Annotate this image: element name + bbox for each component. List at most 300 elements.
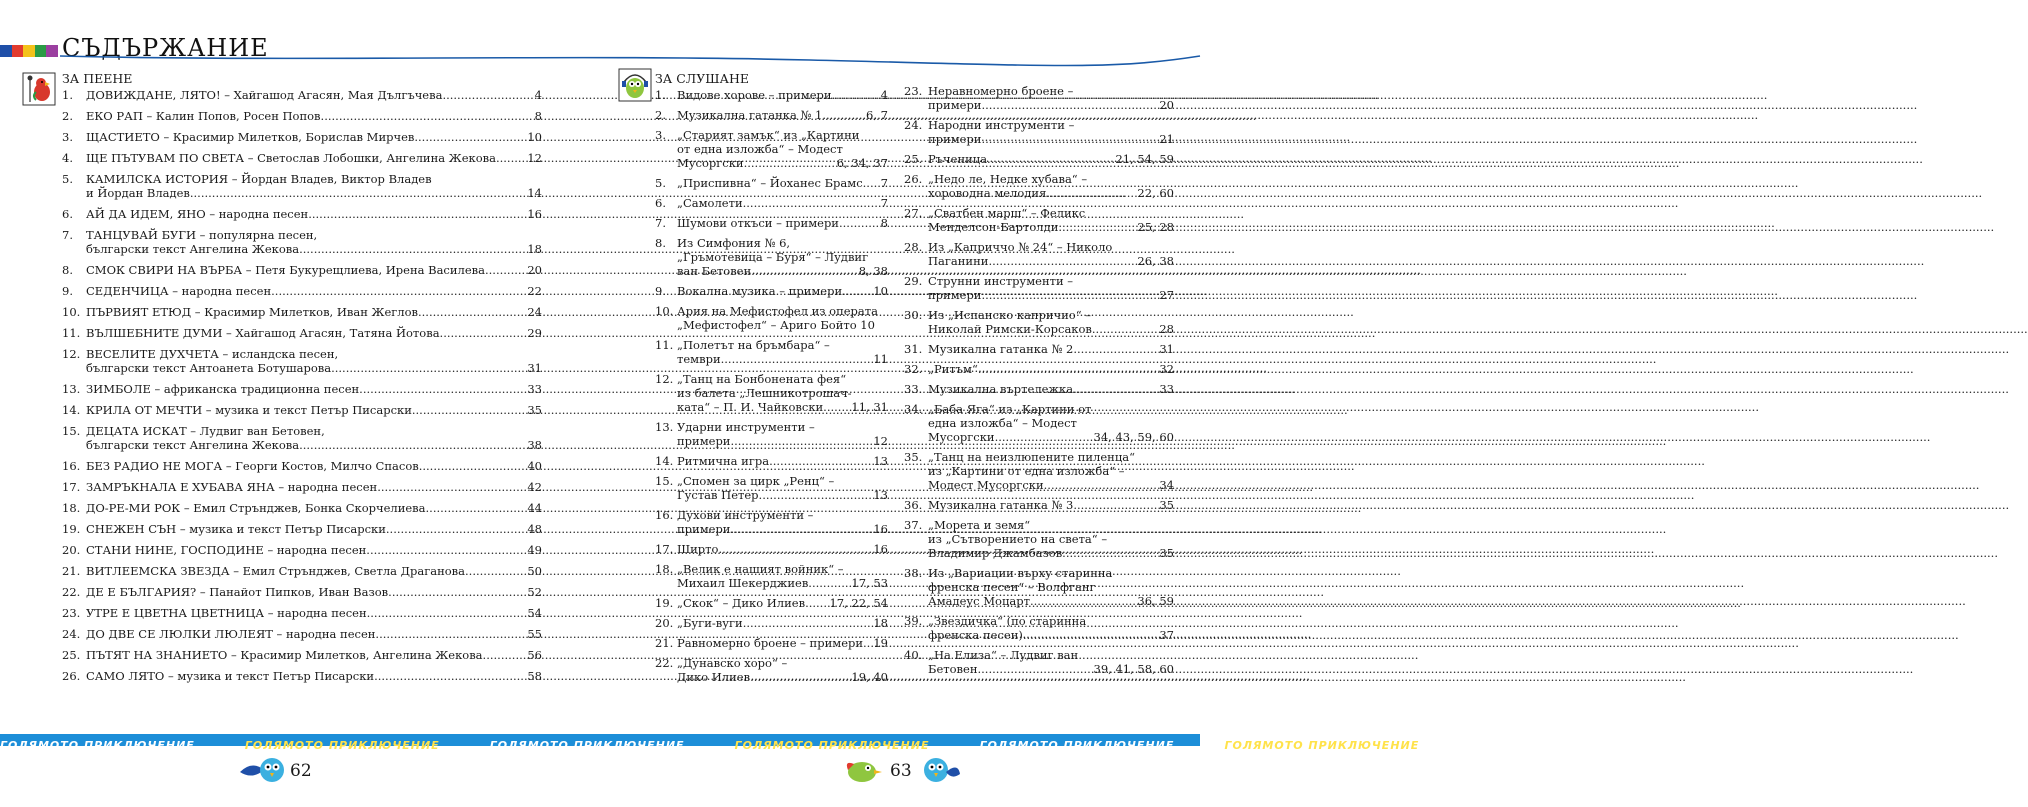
toc-entry-text: „Звездичка“ (по старинна: [928, 614, 1087, 628]
listening-list-part-2: [904, 84, 1174, 676]
banner-text: ГОЛЯМОТО ПРИКЛЮЧЕНИЕ: [734, 739, 930, 752]
toc-entry: [655, 284, 888, 298]
toc-entry-number: 32.: [904, 362, 923, 376]
toc-entry-text: из „Картини от една изложба“ –: [928, 464, 1125, 478]
toc-entry-body: [677, 284, 888, 298]
toc-entry-text: примери: [928, 98, 982, 112]
toc-entry-text: ВЕСЕЛИТЕ ДУХЧЕТА – исландска песен,: [86, 347, 339, 361]
dot-leader: [1023, 628, 1159, 642]
toc-entry-text: „Мефистофел“ – Ариго Бойто 10: [677, 318, 875, 332]
toc-entry-body: [86, 585, 542, 599]
banner-text: ГОЛЯМОТО ПРИКЛЮЧЕНИЕ: [1224, 739, 1420, 752]
dot-leader: [759, 488, 873, 502]
toc-entry-text: из балета „Лешникотрошач-: [677, 386, 852, 400]
toc-entry-page: 55: [527, 627, 542, 641]
toc-entry-page: 44: [527, 501, 542, 515]
toc-entry-body: [86, 606, 542, 620]
toc-entry: [62, 382, 542, 396]
toc-entry-number: 16.: [655, 508, 674, 522]
toc-entry-page: 13: [873, 454, 888, 468]
toc-entry-page: 31: [1159, 342, 1174, 356]
toc-entry: [62, 151, 542, 165]
toc-entry-number: 23.: [62, 606, 81, 620]
toc-entry-number: 4.: [62, 151, 73, 165]
toc-entry-page: 28: [1159, 322, 1174, 336]
toc-entry-number: 20.: [62, 543, 81, 557]
toc-entry-text: „Дунавско хоро“ –: [677, 656, 788, 670]
dot-leader: [414, 130, 526, 144]
toc-entry: [655, 420, 888, 448]
toc-entry: [62, 228, 542, 256]
dot-leader: [465, 564, 526, 578]
adventure-banner-strip: [0, 734, 1420, 752]
toc-entry-body: [928, 450, 1174, 492]
toc-entry-page: 29: [527, 326, 542, 340]
dot-leader: [483, 648, 527, 662]
listening-contents-column-1: [655, 72, 888, 690]
toc-entry-number: 11.: [655, 338, 674, 352]
dot-leader: [366, 543, 526, 557]
bird-mascot-blue-icon: [918, 752, 962, 788]
toc-entry-body: [677, 636, 888, 650]
toc-entry-number: 1.: [62, 88, 73, 102]
toc-entry-text: Мусоргски: [928, 430, 995, 444]
toc-entry-text: Музикална гатанка № 3: [928, 498, 1074, 512]
toc-entry-page: 22, 60: [1137, 186, 1174, 200]
toc-entry: [62, 522, 542, 536]
toc-entry-text: хороводна мелодия: [928, 186, 1047, 200]
toc-entry-text: СТАНИ НИНЕ, ГОСПОДИНЕ – народна песен: [86, 543, 367, 557]
toc-entry: [904, 498, 1174, 512]
toc-entry-number: 14.: [62, 403, 81, 417]
toc-entry: [62, 480, 542, 494]
toc-entry: [62, 627, 542, 641]
dot-leader: [978, 362, 1158, 376]
dot-leader: [995, 430, 1093, 444]
dot-leader: [374, 669, 526, 683]
toc-entry-page: 11, 31: [851, 400, 888, 414]
toc-entry-page: 34, 43, 59, 60: [1093, 430, 1174, 444]
dot-leader: [426, 501, 527, 515]
toc-entry-number: 13.: [62, 382, 81, 396]
toc-entry-text: Николай Римски-Корсаков: [928, 322, 1092, 336]
toc-entry: [62, 207, 542, 221]
toc-entry-page: 10: [873, 284, 888, 298]
toc-entry: [62, 130, 542, 144]
toc-entry-body: [86, 480, 542, 494]
toc-entry-body: [677, 508, 888, 536]
toc-entry-body: [86, 228, 542, 256]
toc-entry-text: СЕДЕНЧИЦА – народна песен: [86, 284, 272, 298]
toc-entry-number: 5.: [62, 172, 73, 186]
toc-entry: [655, 196, 888, 210]
toc-entry-page: 20: [527, 263, 542, 277]
toc-entry-page: 42: [527, 480, 542, 494]
toc-entry-page: 36, 59: [1137, 594, 1174, 608]
dot-leader: [805, 596, 828, 610]
toc-entry-body: [928, 240, 1174, 268]
toc-entry-text: „Баба Яга“ из „Картини от: [928, 402, 1092, 416]
toc-entry-body: [677, 236, 888, 278]
toc-entry-number: 33.: [904, 382, 923, 396]
dot-leader: [359, 382, 526, 396]
singing-contents-column: [62, 72, 542, 690]
toc-entry-page: 26, 38: [1137, 254, 1174, 268]
toc-entry-text: примери: [677, 522, 731, 536]
bird-mascot-left-icon: [238, 752, 290, 788]
toc-entry-body: [928, 518, 1174, 560]
toc-entry-text: „Танц на неизлюпените пиленца“: [928, 450, 1135, 464]
toc-entry-text: „Сватбен марш“ – Феликс: [928, 206, 1086, 220]
toc-entry-page: 25, 28: [1137, 220, 1174, 234]
dot-leader: [271, 284, 526, 298]
toc-entry-number: 20.: [655, 616, 674, 630]
banner-text: ГОЛЯМОТО ПРИКЛЮЧЕНИЕ: [489, 739, 685, 752]
toc-entry-text: френска песен“ – Волфганг: [928, 580, 1096, 594]
toc-entry-text: ЗАМРЪКНАЛА Е ХУБАВА ЯНА – народна песен: [86, 480, 378, 494]
toc-entry: [904, 566, 1174, 608]
toc-entry: [655, 616, 888, 630]
toc-entry-body: [928, 172, 1174, 200]
toc-entry-page: 13: [873, 488, 888, 502]
toc-entry: [655, 596, 888, 610]
toc-entry-text: една изложба“ – Модест: [928, 416, 1077, 430]
toc-entry-text: Бетовен: [928, 662, 978, 676]
dot-leader: [981, 132, 1158, 146]
toc-entry: [655, 474, 888, 502]
toc-entry: [655, 128, 888, 170]
toc-entry-body: [677, 128, 888, 170]
toc-entry-page: 16: [873, 542, 888, 556]
dot-leader: [321, 109, 534, 123]
toc-entry-number: 39.: [904, 614, 923, 628]
toc-entry-body: [86, 151, 542, 165]
toc-entry-text: български текст Ангелина Жекова: [86, 242, 300, 256]
toc-entry-text: примери: [928, 288, 982, 302]
toc-entry-number: 9.: [655, 284, 666, 298]
toc-entry-body: [677, 562, 888, 590]
toc-entry-body: [86, 382, 542, 396]
toc-entry-text: САМО ЛЯТО – музика и текст Петър Писарски: [86, 669, 375, 683]
toc-entry-text: Дико Илиев: [677, 670, 751, 684]
toc-entry: [904, 84, 1174, 112]
toc-entry-number: 40.: [904, 648, 923, 662]
dot-leader: [1046, 186, 1136, 200]
dot-leader: [1030, 594, 1136, 608]
toc-entry-number: 1.: [655, 88, 666, 102]
toc-entry-page: 8: [880, 216, 888, 230]
toc-entry: [904, 382, 1174, 396]
listening-list-part-1: [655, 88, 888, 684]
toc-entry: [62, 109, 542, 123]
banner-text: ГОЛЯМОТО ПРИКЛЮЧЕНИЕ: [979, 739, 1175, 752]
toc-entry-number: 16.: [62, 459, 81, 473]
toc-entry: [62, 347, 542, 375]
toc-entry-text: ЩЕ ПЪТУВАМ ПО СВЕТА – Светослав Лобошки, Ангелина Жекова: [86, 151, 496, 165]
toc-entry-page: 31: [527, 361, 542, 375]
toc-entry-body: [86, 88, 542, 102]
toc-entry-text: КРИЛА ОТ МЕЧТИ – музика и текст Петър Писарски: [86, 403, 412, 417]
dot-leader: [1062, 546, 1158, 560]
toc-entry-page: 49: [527, 543, 542, 557]
dot-leader: [718, 542, 872, 556]
toc-entry: [62, 172, 542, 200]
toc-entry-page: 17, 53: [851, 576, 888, 590]
toc-entry-text: Неравномерно броене –: [928, 84, 1074, 98]
toc-entry-number: 18.: [655, 562, 674, 576]
dot-leader: [440, 326, 527, 340]
toc-entry-page: 52: [527, 585, 542, 599]
toc-entry-body: [928, 498, 1174, 512]
toc-entry-number: 37.: [904, 518, 923, 532]
toc-entry-text: ВИТЛЕЕМСКА ЗВЕЗДА – Емил Стрънджев, Светла Драганова: [86, 564, 466, 578]
toc-entry-page: 17, 22, 54: [829, 596, 888, 610]
toc-entry-text: ЕКО РАП – Калин Попов, Росен Попов: [86, 109, 321, 123]
toc-entry-number: 23.: [904, 84, 923, 98]
toc-entry: [62, 501, 542, 515]
toc-entry-body: [86, 424, 542, 452]
toc-entry-text: Музикална въртележка: [928, 382, 1074, 396]
toc-entry-number: 19.: [62, 522, 81, 536]
toc-entry-text: Из „Вариации върху старинна: [928, 566, 1113, 580]
toc-entry-page: 8: [534, 109, 542, 123]
toc-entry: [62, 669, 542, 683]
toc-entry-number: 12.: [655, 372, 674, 386]
toc-entry-text: ДО-РЕ-МИ РОК – Емил Стрънджев, Бонка Скорчелиева: [86, 501, 426, 515]
toc-entry-number: 22.: [655, 656, 674, 670]
toc-entry-body: [677, 616, 888, 630]
toc-entry-body: [677, 108, 888, 122]
toc-entry-text: ван Бетовен: [677, 264, 752, 278]
toc-entry: [655, 88, 888, 102]
toc-entry-text: ЩАСТИЕТО – Красимир Милетков, Борислав Мирчев: [86, 130, 415, 144]
toc-entry-body: [86, 564, 542, 578]
toc-entry-number: 3.: [62, 130, 73, 144]
toc-entry-body: [677, 372, 888, 414]
toc-entry-body: [677, 304, 888, 332]
toc-entry-page: 7: [880, 176, 888, 190]
toc-entry: [62, 606, 542, 620]
toc-entry-body: [677, 420, 888, 448]
toc-entry-text: Вокална музика – примери: [677, 284, 843, 298]
toc-entry-text: френска песен): [928, 628, 1023, 642]
dot-leader: [730, 522, 872, 536]
toc-entry-text: Ритмична игра: [677, 454, 770, 468]
toc-entry-body: [86, 305, 542, 319]
toc-entry-body: [86, 669, 542, 683]
toc-entry-number: 5.: [655, 176, 666, 190]
toc-entry-body: [86, 109, 542, 123]
toc-entry-body: [86, 459, 542, 473]
toc-entry-number: 24.: [904, 118, 923, 132]
toc-entry-text: ката“ – П. И. Чайковски: [677, 400, 824, 414]
toc-entry-text: тември: [677, 352, 721, 366]
toc-entry-text: „Полетът на бръмбара“ –: [677, 338, 830, 352]
toc-entry: [904, 614, 1174, 642]
toc-entry-body: [928, 614, 1174, 642]
toc-entry-number: 2.: [655, 108, 666, 122]
toc-entry-text: „На Елиза“ – Лудвиг ван: [928, 648, 1079, 662]
toc-entry: [62, 564, 542, 578]
toc-entry: [655, 542, 888, 556]
dot-leader: [418, 305, 526, 319]
toc-entry: [62, 326, 542, 340]
dot-leader: [377, 480, 526, 494]
toc-entry-number: 38.: [904, 566, 923, 580]
toc-entry-number: 15.: [655, 474, 674, 488]
toc-entry-body: [677, 216, 888, 230]
toc-entry-text: Густав Петер: [677, 488, 759, 502]
toc-entry-number: 10.: [655, 304, 674, 318]
toc-entry-text: „Буги-вуги: [677, 616, 743, 630]
toc-entry-text: ПЪТЯТ НА ЗНАНИЕТО – Красимир Милетков, Ангелина Жекова: [86, 648, 483, 662]
toc-entry-text: Из „Каприччо № 24“ – Николо: [928, 240, 1113, 254]
toc-entry-page: 35: [1159, 546, 1174, 560]
toc-entry-number: 19.: [655, 596, 674, 610]
toc-entry-text: АЙ ДА ИДЕМ, ЯНО – народна песен: [86, 207, 309, 221]
toc-entry-text: ДЕ Е БЪЛГАРИЯ? – Панайот Пипков, Иван Вазов: [86, 585, 389, 599]
toc-entry-number: 27.: [904, 206, 923, 220]
bird-headphones-icon: [618, 68, 652, 102]
dot-leader: [842, 284, 872, 298]
toc-entry-number: 34.: [904, 402, 923, 416]
toc-entry-number: 28.: [904, 240, 923, 254]
toc-entry: [62, 263, 542, 277]
toc-entry-number: 6.: [62, 207, 73, 221]
dot-leader: [978, 662, 1093, 676]
toc-entry-body: [677, 656, 888, 684]
toc-entry-body: [677, 338, 888, 366]
dot-leader: [744, 156, 836, 170]
toc-entry-text: „Недо ле, Недке хубава“ –: [928, 172, 1088, 186]
toc-entry-text: Музикална гатанка № 2: [928, 342, 1074, 356]
toc-entry-page: 6, 7: [866, 108, 888, 122]
toc-entry-text: примери: [928, 132, 982, 146]
toc-entry-number: 3.: [655, 128, 666, 142]
dot-leader: [442, 88, 533, 102]
toc-entry: [62, 543, 542, 557]
toc-entry-text: ДО ДВЕ СЕ ЛЮЛКИ ЛЮЛЕЯТ – народна песен: [86, 627, 376, 641]
toc-entry-text: Владимир Джамбазов: [928, 546, 1063, 560]
toc-entry-number: 17.: [62, 480, 81, 494]
toc-entry-body: [677, 454, 888, 468]
dot-leader: [1058, 220, 1136, 234]
dot-leader: [981, 98, 1158, 112]
toc-entry-page: 27: [1159, 288, 1174, 302]
toc-entry: [655, 108, 888, 122]
toc-entry-body: [86, 130, 542, 144]
section-heading-listening: ЗА СЛУШАНЕ: [655, 71, 750, 86]
toc-entry-text: Мусоргски: [677, 156, 744, 170]
dot-leader: [1092, 322, 1158, 336]
toc-entry-body: [86, 326, 542, 340]
toc-entry: [904, 648, 1174, 676]
toc-entry: [904, 450, 1174, 492]
toc-entry-page: 21: [1159, 132, 1174, 146]
toc-entry: [655, 656, 888, 684]
toc-entry-page: 38: [527, 438, 542, 452]
toc-entry-body: [928, 118, 1174, 146]
dot-leader: [375, 627, 526, 641]
toc-entry-text: Духови инструменти –: [677, 508, 814, 522]
toc-entry-text: ВЪЛШЕБНИТЕ ДУМИ – Хайгашод Агасян, Татяна Йотова: [86, 326, 440, 340]
toc-entry: [904, 240, 1174, 268]
toc-entry-text: „Морета и земя“: [928, 518, 1031, 532]
toc-entry-number: 14.: [655, 454, 674, 468]
toc-entry-text: ЗИМБОЛЕ – африканска традиционна песен: [86, 382, 360, 396]
dot-leader: [1073, 342, 1158, 356]
toc-entry-page: 19: [873, 636, 888, 650]
banner-text: ГОЛЯМОТО ПРИКЛЮЧЕНИЕ: [0, 739, 195, 752]
toc-entry: [655, 304, 888, 332]
singing-song-list: [62, 88, 542, 683]
toc-entry-text: Михаил Шекерджиев: [677, 576, 809, 590]
toc-entry-text: „Танц на Бонбонената фея“: [677, 372, 847, 386]
toc-entry: [904, 172, 1174, 200]
toc-entry-number: 11.: [62, 326, 81, 340]
toc-entry-body: [86, 284, 542, 298]
toc-entry-number: 13.: [655, 420, 674, 434]
dot-leader: [1073, 382, 1158, 396]
parrot-singer-icon: [22, 72, 56, 106]
toc-entry-text: български текст Антоанета Ботушарова: [86, 361, 332, 375]
toc-entry: [655, 562, 888, 590]
toc-entry-text: Видове хорове – примери: [677, 88, 832, 102]
toc-entry-text: Ария на Мефистофел из операта: [677, 304, 878, 318]
dot-leader: [769, 454, 872, 468]
dot-leader: [412, 403, 527, 417]
toc-entry-body: [677, 542, 888, 556]
toc-entry-body: [86, 522, 542, 536]
toc-entry: [904, 206, 1174, 234]
toc-entry-number: 12.: [62, 347, 81, 361]
dot-leader: [1073, 498, 1158, 512]
toc-entry-text: и Йордан Владев: [86, 186, 190, 200]
toc-entry-page: 12: [873, 434, 888, 448]
toc-entry-body: [928, 308, 1174, 336]
toc-entry-number: 25.: [904, 152, 923, 166]
toc-entry-body: [86, 627, 542, 641]
toc-entry-text: „Старият замък“ из „Картини: [677, 128, 860, 142]
toc-entry: [904, 518, 1174, 560]
toc-entry: [904, 402, 1174, 444]
dot-leader: [743, 196, 880, 210]
toc-entry: [904, 152, 1174, 166]
toc-entry-number: 17.: [655, 542, 674, 556]
toc-entry-number: 31.: [904, 342, 923, 356]
toc-entry: [655, 216, 888, 230]
toc-entry-body: [86, 648, 542, 662]
toc-entry-body: [928, 206, 1174, 234]
toc-entry-text: Менделсон-Бартолди: [928, 220, 1059, 234]
toc-entry-page: 10: [527, 130, 542, 144]
toc-entry-page: 21, 54, 59: [1115, 152, 1174, 166]
toc-entry-body: [86, 501, 542, 515]
toc-entry-number: 6.: [655, 196, 666, 210]
toc-entry-text: Равномерно броене – примери: [677, 636, 864, 650]
toc-entry-page: 33: [527, 382, 542, 396]
toc-entry-body: [86, 172, 542, 200]
toc-entry-text: Амадеус Моцарт: [928, 594, 1030, 608]
toc-entry-page: 11: [873, 352, 888, 366]
toc-entry-page: 56: [527, 648, 542, 662]
toc-entry-number: 36.: [904, 498, 923, 512]
dot-leader: [988, 254, 1136, 268]
dot-leader: [981, 288, 1158, 302]
toc-entry-page: 19, 40: [851, 670, 888, 684]
page-number-left: 62: [290, 761, 312, 781]
toc-entry: [62, 585, 542, 599]
